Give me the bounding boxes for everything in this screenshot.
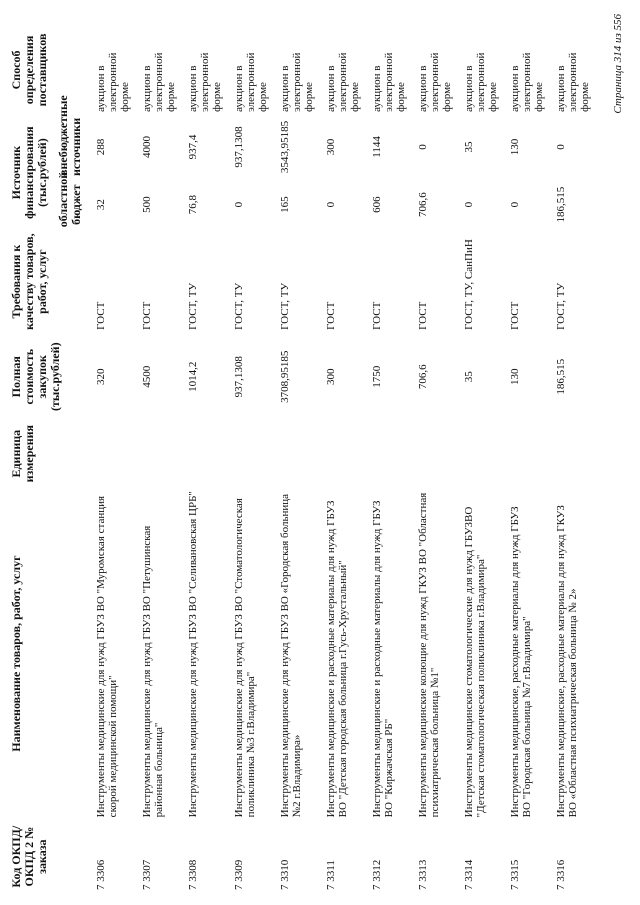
row-regional-budget: 0 [463,201,475,208]
table-body [89,25,595,893]
row-code: 7 3308 [187,859,199,890]
table-header [8,25,89,893]
row-unit [319,421,365,487]
procurement-table [8,25,595,893]
row-method: аукцион в электронной форме [279,52,315,112]
row-regional-budget: 165 [279,196,291,213]
row-cost: 35 [463,371,475,383]
row-cost: 4500 [141,365,153,388]
header-source-regional: областной бюджет [56,171,83,228]
row-cost: 3708,95185 [279,350,291,403]
row-name: Инструменты медицинские для нужд ГБУЗ ВО «Городская больница №2 г.Владимира» [279,493,303,818]
row-unit [89,421,135,487]
table-row [549,25,595,893]
row-code: 7 3316 [555,859,567,890]
row-method: аукцион в электронной форме [555,52,591,112]
table-row [503,25,549,893]
row-requirements: ГОСТ [95,301,107,330]
header-requirements: Требования к качеству товаров, работ, услуг [9,233,49,330]
row-requirements: ГОСТ, ТУ [555,282,567,330]
row-cost: 937,1308 [233,356,245,398]
row-method: аукцион в электронной форме [417,52,453,112]
row-offbudget: 3543,95185 [279,120,291,174]
row-offbudget: 937,1308 [233,126,245,168]
row-offbudget: 35 [463,141,475,153]
table-row [89,25,135,893]
row-code: 7 3314 [463,859,475,890]
row-cost: 1750 [371,365,383,388]
table-row [181,25,227,893]
row-unit [411,421,457,487]
header-cost: Полная стоимость закупок (тыс.рублей) [9,342,62,412]
row-requirements: ГОСТ [325,301,337,330]
row-requirements: ГОСТ [417,301,429,330]
table-row [457,25,503,893]
row-name: Инструменты медицинские для нужд ГБУЗ ВО "Селивановская ЦРБ" [187,491,199,818]
row-cost: 1014,2 [187,361,199,392]
row-cost: 186,515 [555,358,567,395]
row-offbudget: 300 [325,138,337,156]
row-requirements: ГОСТ, ТУ [233,282,245,330]
row-unit [549,421,595,487]
row-unit [227,421,273,487]
header-source: Источник финансирования (тыс.рублей) [9,126,49,219]
table-row [135,25,181,893]
row-requirements: ГОСТ [509,301,521,330]
row-name: Инструменты медицинские, расходные материалы для нужд ГКУЗ ВО «Областная психиатрическая больница № 2» [555,505,579,818]
row-requirements: ГОСТ, ТУ, СанПиН [463,239,475,330]
header-unit: Единица измерения [9,424,36,483]
row-regional-budget: 706,6 [417,192,429,218]
row-method: аукцион в электронной форме [463,52,499,112]
row-regional-budget: 0 [325,201,337,208]
row-regional-budget: 0 [509,201,521,208]
row-offbudget: 288 [95,138,107,156]
row-name: Инструменты медицинские стоматологические для нужд ГБУЗВО "Детская стоматологическая поликлиника г.Владимира" [463,506,487,818]
row-unit [273,421,319,487]
header-method: Способ определения поставщиков [9,33,49,107]
row-regional-budget: 0 [233,201,245,208]
table-row [411,25,457,893]
row-unit [457,421,503,487]
row-offbudget: 1144 [371,136,383,158]
row-name: Инструменты медицинские и расходные материалы для нужд ГБУЗ ВО "Детская городская больница г.Гусь-Хрустальный" [325,500,349,818]
row-name: Инструменты медицинские колющие для нужд ГКУЗ ВО "Областная психиатрическая больница №1" [417,492,441,818]
row-method: аукцион в электронной форме [141,52,177,112]
row-code: 7 3315 [509,859,521,890]
row-requirements: ГОСТ, ТУ [187,282,199,330]
row-name: Инструменты медицинские и расходные материалы для нужд ГБУЗ ВО "Киржачская РБ" [371,500,395,818]
row-method: аукцион в электронной форме [187,52,223,112]
page-number: Страница 314 из 556 [612,14,624,114]
row-offbudget: 937,4 [187,134,199,160]
row-offbudget: 4000 [141,135,153,158]
row-regional-budget: 606 [371,196,383,213]
row-unit [503,421,549,487]
row-unit [181,421,227,487]
row-name: Инструменты медицинские для нужд ГБУЗ ВО "Муромская станция скорой медицинской помощи" [95,495,119,818]
row-code: 7 3311 [325,860,337,890]
header-code: Код ОКПД/ ОКПД 2 № заказа [9,825,49,888]
row-offbudget: 0 [417,144,429,150]
table-row [365,25,411,893]
table-row [227,25,273,893]
row-method: аукцион в электронной форме [325,52,361,112]
row-unit [365,421,411,487]
row-regional-budget: 186,515 [555,186,567,223]
row-code: 7 3309 [233,859,245,890]
row-code: 7 3307 [141,859,153,890]
row-code: 7 3310 [279,859,291,890]
row-method: аукцион в электронной форме [509,52,545,112]
row-regional-budget: 32 [95,199,107,211]
row-cost: 320 [95,368,107,385]
row-offbudget: 130 [509,138,521,156]
table-row [273,25,319,893]
row-method: аукцион в электронной форме [233,52,269,112]
row-method: аукцион в электронной форме [95,52,131,112]
row-regional-budget: 76,8 [187,195,199,215]
row-cost: 300 [325,368,337,385]
row-requirements: ГОСТ [371,301,383,330]
row-cost: 706,6 [417,364,429,390]
row-requirements: ГОСТ, ТУ [279,282,291,330]
row-name: Инструменты медицинские для нужд ГБУЗ ВО "Стоматологическая поликлиника №3 г.Владимира" [233,498,257,818]
row-method: аукцион в электронной форме [371,52,407,112]
row-cost: 130 [509,368,521,385]
row-requirements: ГОСТ [141,301,153,330]
row-name: Инструменты медицинские для нужд ГБУЗ ВО "Петушинская районная больница" [141,525,165,818]
header-source-offbudget: внебюджетные источники [56,95,83,176]
row-name: Инструменты медицинские, расходные материалы для нужд ГБУЗ ВО "Городская больница №7 г.Владимира" [509,506,533,818]
row-regional-budget: 500 [141,196,153,213]
row-code: 7 3312 [371,859,383,890]
row-code: 7 3313 [417,859,429,890]
table-row [319,25,365,893]
row-offbudget: 0 [555,144,567,150]
header-name: Наименование товаров, работ, услуг [9,555,23,752]
row-unit [135,421,181,487]
row-code: 7 3306 [95,859,107,890]
